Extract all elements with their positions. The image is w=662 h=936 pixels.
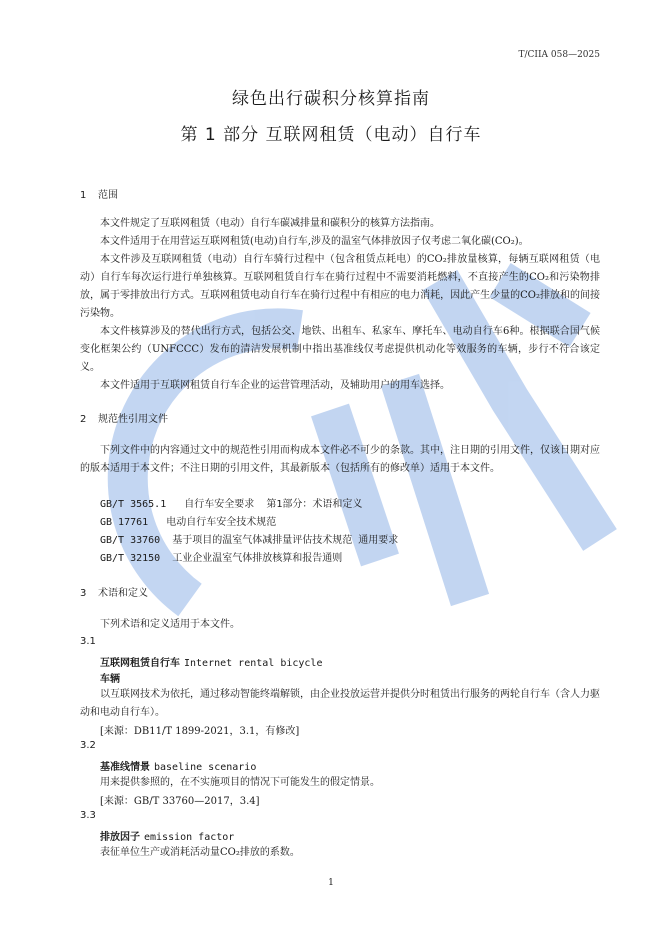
paragraph: 本文件适用于在用营运互联网租赁(电动)自行车,涉及的温室气体排放因子仅考虑二氧化碳(CO₂)。	[100, 236, 529, 247]
term-name	[100, 828, 234, 843]
term-definition: 用来提供参照的，在不实施项目的情况下可能发生的假定情景。	[100, 777, 380, 788]
term-name	[100, 654, 322, 669]
term-name-zh: 排放因子	[100, 832, 140, 843]
term-name-en: emission factor	[144, 832, 235, 843]
term-number: 3.1	[80, 636, 96, 647]
term-definition: 表征单位生产或消耗活动量CO₂排放的系数。	[100, 847, 300, 858]
term-name-en: baseline scenario	[154, 762, 257, 773]
reference-code: GB/T 33760	[100, 535, 161, 546]
section-heading-terms	[80, 584, 148, 599]
section-title: 规范性引用文件	[98, 414, 168, 425]
term-name	[100, 758, 256, 773]
reference-code: GB/T 3565.1	[100, 499, 167, 510]
page-number: 1	[328, 878, 334, 888]
paragraph: 本文件适用于互联网租赁自行车企业的运营管理活动，及辅助用户的用车选择。	[100, 380, 450, 391]
term-source: [来源：GB/T 33760—2017，3.4]	[100, 796, 260, 807]
term-name-zh: 基准线情景	[100, 762, 150, 773]
paragraph: 本文件核算涉及的替代出行方式，包括公交、地铁、出租车、私家车、摩托车、电动自行车6种。根据联合国气候变化框架公约（UNFCCC）发布的清洁发展机制中指出基准线仅考虑提供机动化等效服务的车辆，步行不符合该定义。	[80, 326, 600, 373]
reference-item	[100, 496, 362, 514]
section-title: 术语和定义	[98, 588, 148, 599]
reference-item	[100, 514, 276, 532]
document-title: 绿色出行碳积分核算指南	[232, 89, 430, 109]
paragraph: 本文件规定了互联网租赁（电动）自行车碳减排量和碳积分的核算方法指南。	[100, 218, 440, 229]
paragraph: 下列术语和定义适用于本文件。	[100, 619, 240, 630]
section-heading-normative-references	[80, 410, 168, 425]
reference-item	[100, 532, 398, 550]
term-number: 3.2	[80, 740, 96, 751]
document-part-title: 第 1 部分 互联网租赁（电动）自行车	[180, 125, 482, 145]
section-heading-scope	[80, 186, 118, 201]
reference-title: 基于项目的温室气体减排量评估技术规范 通用要求	[172, 535, 399, 546]
reference-item	[100, 550, 342, 568]
reference-title: 自行车安全要求 第1部分：术语和定义	[184, 499, 363, 510]
standard-code: T/CIIA 058—2025	[518, 50, 600, 60]
paragraph: 本文件涉及互联网租赁（电动）自行车骑行过程中（包含租赁点耗电）的CO₂排放量核算，每辆互联网租赁（电动）自行车每次运行进行单独核算。互联网租赁自行车在骑行过程中不需要消耗燃料，不直接产生的CO₂和污染物排放，属于零排放出行方式。互联网租赁电动自行车在骑行过程中有相应的电力消耗，因此产生少量的CO₂排放和的间接污染物。	[80, 254, 600, 319]
reference-title: 电动自行车安全技术规范	[166, 517, 277, 528]
term-number: 3.3	[80, 810, 96, 821]
paragraph: 下列文件中的内容通过文中的规范性引用而构成本文件必不可少的条款。其中，注日期的引用文件，仅该日期对应的版本适用于本文件；不注日期的引用文件，其最新版本（包括所有的修改单）适用于本文件。	[80, 445, 600, 474]
term-source: [来源：DB11/T 1899-2021，3.1，有修改]	[100, 726, 300, 737]
term-name-en: Internet rental bicycle	[184, 658, 323, 669]
section-number: 3	[80, 588, 87, 599]
term-definition: 以互联网技术为依托，通过移动智能终端解锁，由企业投放运营并提供分时租赁出行服务的两轮自行车（含人力驱动和电动自行车）。	[80, 689, 600, 718]
section-number: 1	[80, 190, 87, 201]
reference-title: 工业企业温室气体排放核算和报告通则	[172, 553, 343, 564]
reference-code: GB 17761	[100, 517, 149, 528]
reference-code: GB/T 32150	[100, 553, 161, 564]
section-title: 范围	[98, 190, 118, 201]
section-number: 2	[80, 414, 87, 425]
term-name-zh: 互联网租赁自行车	[100, 658, 180, 669]
term-alias: 车辆	[100, 674, 120, 685]
